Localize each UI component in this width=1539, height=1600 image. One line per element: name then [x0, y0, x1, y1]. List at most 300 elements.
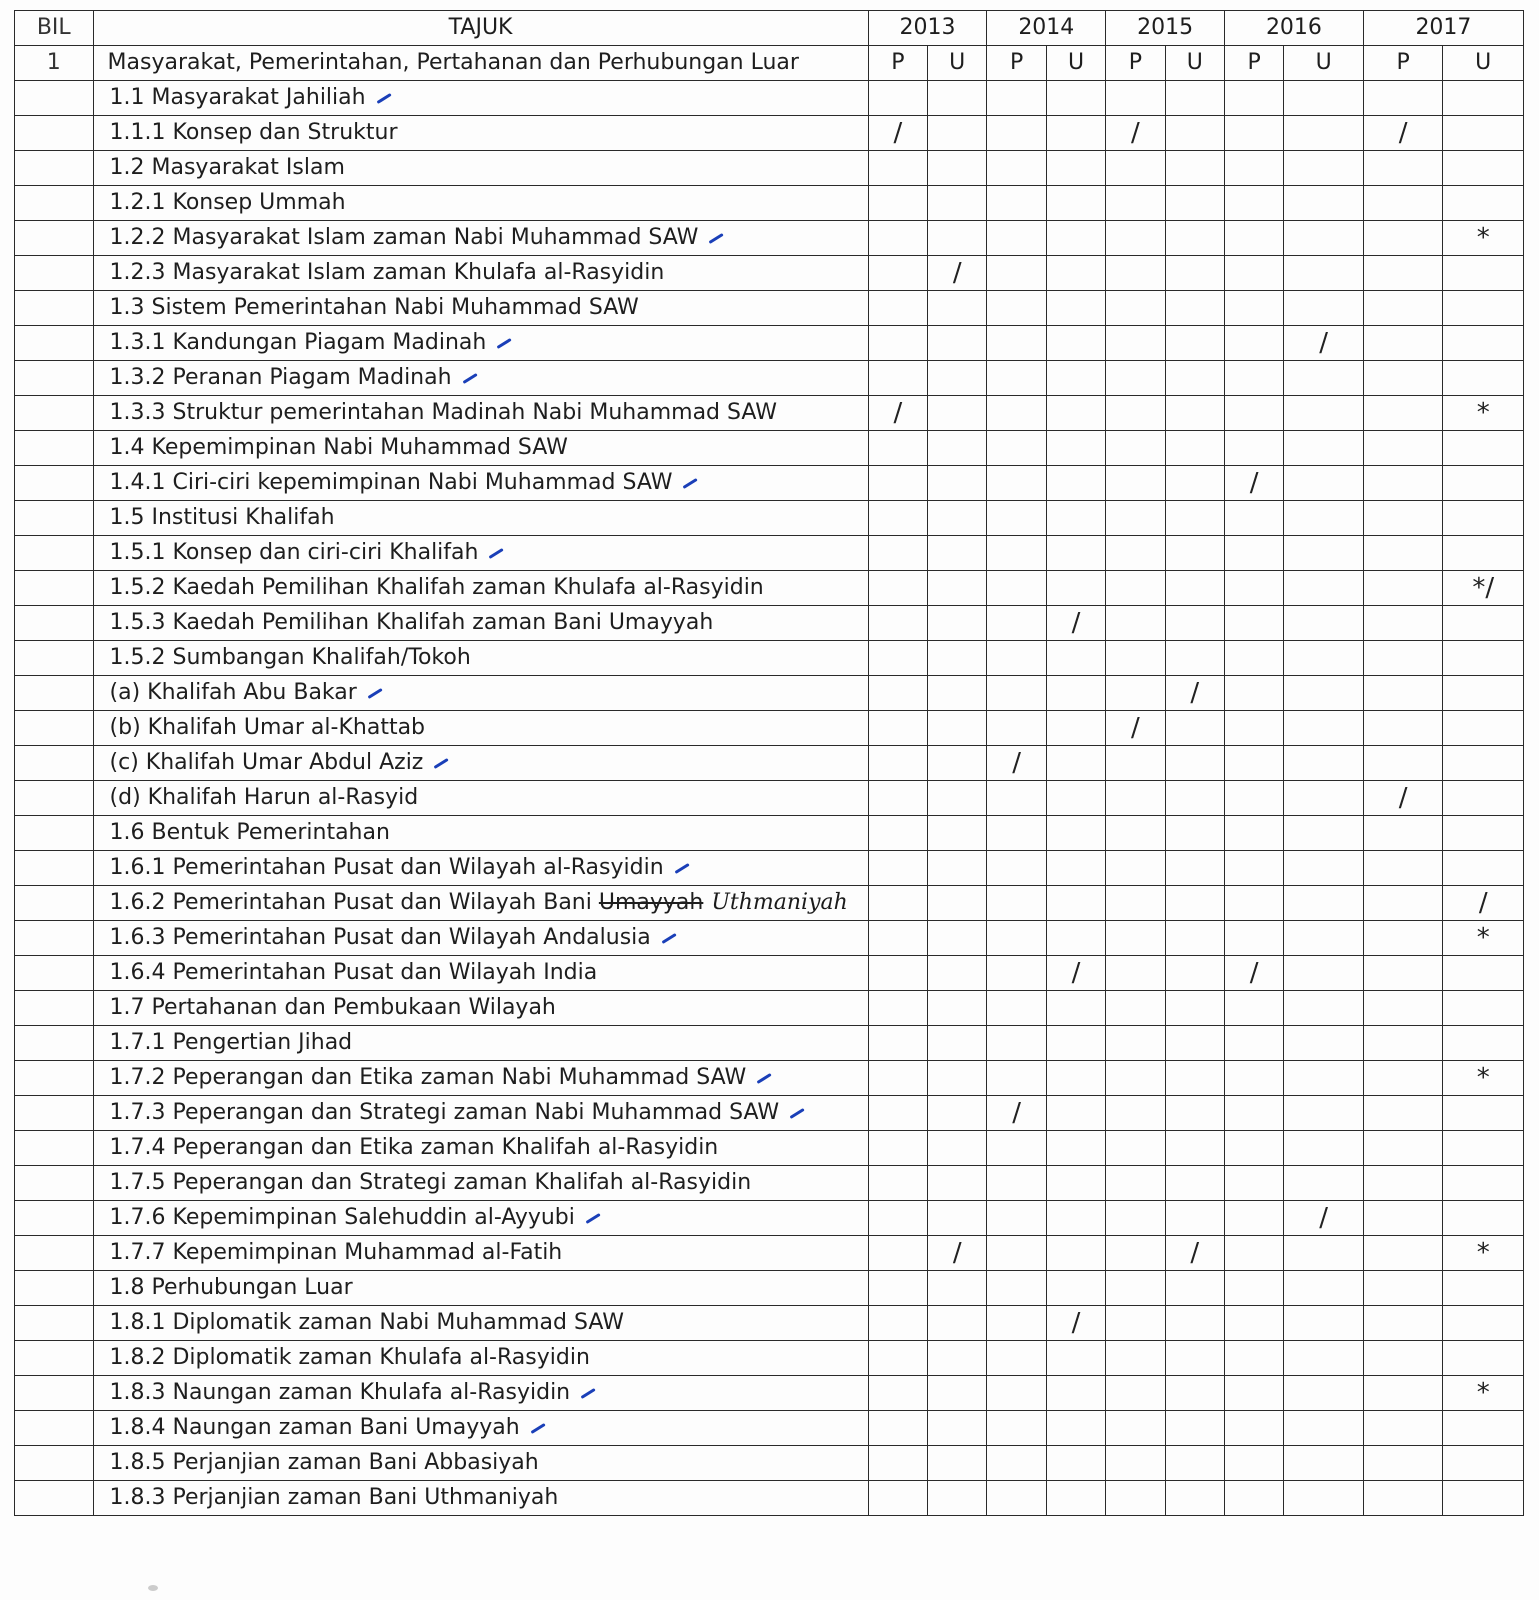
mark-cell: [987, 256, 1046, 291]
mark-cell: [1443, 501, 1524, 536]
row-number-cell: [15, 991, 94, 1026]
u-header: U: [1443, 46, 1524, 81]
topic-cell: [93, 1341, 868, 1376]
mark-cell: [1165, 1411, 1224, 1446]
topic-title: (c) Khalifah Umar Abdul Aziz: [109, 750, 424, 775]
mark-cell: *: [1443, 396, 1524, 431]
mark-cell: /: [1443, 886, 1524, 921]
mark-cell: [1224, 1166, 1283, 1201]
mark-cell: [1046, 536, 1105, 571]
mark-cell: /: [1046, 606, 1105, 641]
row-number-cell: [15, 221, 94, 256]
mark-cell: [1443, 781, 1524, 816]
blue-tick-icon: [434, 758, 449, 769]
mark-cell: [1363, 851, 1443, 886]
mark-cell: [987, 781, 1046, 816]
mark-cell: [987, 606, 1046, 641]
u-header: U: [1046, 46, 1105, 81]
topic-cell: [93, 571, 868, 606]
mark-cell: /: [1106, 711, 1165, 746]
mark-cell: [1165, 256, 1224, 291]
mark-cell: [928, 676, 987, 711]
mark-cell: [1284, 1481, 1364, 1516]
row-number-cell: [15, 116, 94, 151]
mark-cell: /: [868, 116, 927, 151]
mark-cell: [1046, 501, 1105, 536]
mark-cell: *: [1443, 221, 1524, 256]
mark-cell: [868, 361, 927, 396]
mark-cell: [1443, 956, 1524, 991]
mark-cell: [1106, 536, 1165, 571]
mark-cell: [1106, 326, 1165, 361]
mark-cell: [1363, 221, 1443, 256]
mark-cell: [1046, 641, 1105, 676]
mark-cell: [1106, 1096, 1165, 1131]
topic-title: 1.7.2 Peperangan dan Etika zaman Nabi Muhammad SAW: [109, 1065, 747, 1090]
table-row: [15, 1446, 1524, 1481]
mark-cell: [1165, 1026, 1224, 1061]
topic-title: 1.8.3 Perjanjian zaman Bani Uthmaniyah: [109, 1485, 559, 1510]
mark-cell: [1046, 1166, 1105, 1201]
mark-cell: [987, 361, 1046, 396]
mark-cell: [868, 676, 927, 711]
row-number-cell: [15, 1131, 94, 1166]
mark-cell: [868, 1271, 927, 1306]
blue-tick-icon: [661, 933, 676, 944]
table-row: [15, 1236, 1524, 1271]
topic-cell: [93, 1166, 868, 1201]
mark-cell: [868, 1096, 927, 1131]
row-number-cell: [15, 1096, 94, 1131]
mark-cell: [1224, 1481, 1283, 1516]
mark-cell: [1284, 1236, 1364, 1271]
row-number-cell: [15, 291, 94, 326]
mark-cell: [1224, 886, 1283, 921]
mark-cell: [1443, 1096, 1524, 1131]
mark-cell: [868, 431, 927, 466]
row-number-cell: [15, 816, 94, 851]
mark-cell: [1106, 606, 1165, 641]
mark-cell: [1363, 536, 1443, 571]
mark-cell: [987, 1411, 1046, 1446]
mark-cell: [987, 151, 1046, 186]
mark-cell: [1224, 1341, 1283, 1376]
topic-title: 1.1 Masyarakat Jahiliah: [109, 85, 366, 110]
mark-cell: [1224, 1026, 1283, 1061]
mark-cell: [1363, 746, 1443, 781]
topic-cell: [93, 781, 868, 816]
p-header: P: [868, 46, 927, 81]
mark-cell: [1046, 361, 1105, 396]
mark-cell: [1443, 851, 1524, 886]
mark-cell: [1284, 221, 1364, 256]
mark-cell: [1106, 151, 1165, 186]
mark-cell: [1106, 676, 1165, 711]
mark-cell: [1443, 1131, 1524, 1166]
topic-cell: [93, 1131, 868, 1166]
mark-cell: [1443, 81, 1524, 116]
mark-cell: [987, 1306, 1046, 1341]
mark-cell: [868, 256, 927, 291]
mark-cell: [1443, 536, 1524, 571]
mark-cell: [1443, 326, 1524, 361]
mark-cell: [987, 326, 1046, 361]
mark-cell: [1106, 1341, 1165, 1376]
mark-cell: [1224, 186, 1283, 221]
mark-cell: [1165, 151, 1224, 186]
mark-cell: [868, 536, 927, 571]
mark-cell: [928, 1096, 987, 1131]
topic-title: 1.2.1 Konsep Ummah: [109, 190, 346, 215]
topic-cell: [93, 886, 868, 921]
table-row: [15, 571, 1524, 606]
row-number-cell: [15, 81, 94, 116]
topic-cell: [93, 1236, 868, 1271]
mark-cell: [987, 1131, 1046, 1166]
mark-cell: [1106, 466, 1165, 501]
topic-title: 1.2.2 Masyarakat Islam zaman Nabi Muhammad SAW: [109, 225, 699, 250]
mark-cell: [1284, 956, 1364, 991]
topic-cell: [93, 991, 868, 1026]
row-number-cell: [15, 676, 94, 711]
mark-cell: [987, 1341, 1046, 1376]
mark-cell: [1165, 501, 1224, 536]
mark-cell: [1165, 1341, 1224, 1376]
mark-cell: [928, 711, 987, 746]
topic-title: 1.1.1 Konsep dan Struktur: [109, 120, 398, 145]
topic-cell: [93, 151, 868, 186]
mark-cell: [1224, 1306, 1283, 1341]
mark-cell: [1284, 676, 1364, 711]
mark-cell: [1284, 1376, 1364, 1411]
mark-cell: [1165, 921, 1224, 956]
mark-cell: /: [928, 256, 987, 291]
mark-cell: [1046, 1201, 1105, 1236]
mark-cell: [1106, 291, 1165, 326]
mark-cell: [928, 81, 987, 116]
mark-cell: *: [1443, 1236, 1524, 1271]
mark-cell: [1046, 116, 1105, 151]
row-number-cell: [15, 536, 94, 571]
mark-cell: [928, 1411, 987, 1446]
mark-cell: [1106, 1131, 1165, 1166]
mark-cell: [868, 326, 927, 361]
topic-title: 1.3 Sistem Pemerintahan Nabi Muhammad SAW: [109, 295, 639, 320]
mark-cell: [868, 1026, 927, 1061]
mark-cell: [1165, 991, 1224, 1026]
mark-cell: [1224, 1201, 1283, 1236]
mark-cell: [928, 466, 987, 501]
topic-title: (d) Khalifah Harun al-Rasyid: [109, 785, 419, 810]
mark-cell: [1224, 221, 1283, 256]
mark-cell: [1224, 116, 1283, 151]
mark-cell: [928, 1131, 987, 1166]
mark-cell: [987, 676, 1046, 711]
topic-title: 1.7.6 Kepemimpinan Salehuddin al-Ayyubi: [109, 1205, 575, 1230]
topic-title: (a) Khalifah Abu Bakar: [109, 680, 357, 705]
topic-title: 1.8 Perhubungan Luar: [109, 1275, 353, 1300]
mark-cell: [928, 1446, 987, 1481]
table-row: [15, 1061, 1524, 1096]
table-row: [15, 326, 1524, 361]
table-row: [15, 291, 1524, 326]
table-row: [15, 1306, 1524, 1341]
mark-cell: [1443, 116, 1524, 151]
mark-cell: [928, 1306, 987, 1341]
mark-cell: [1443, 606, 1524, 641]
topic-cell: [93, 396, 868, 431]
topic-cell: [93, 1096, 868, 1131]
mark-cell: [987, 851, 1046, 886]
table-row: [15, 921, 1524, 956]
mark-cell: [1165, 1061, 1224, 1096]
mark-cell: [868, 291, 927, 326]
mark-cell: [928, 116, 987, 151]
mark-cell: [1224, 1236, 1283, 1271]
mark-cell: [1046, 186, 1105, 221]
mark-cell: [928, 991, 987, 1026]
mark-cell: [868, 781, 927, 816]
mark-cell: [1443, 1166, 1524, 1201]
mark-cell: [1224, 641, 1283, 676]
mark-cell: [1106, 781, 1165, 816]
row-number-cell: [15, 1201, 94, 1236]
mark-cell: [1363, 956, 1443, 991]
mark-cell: [1363, 501, 1443, 536]
table-row: [15, 466, 1524, 501]
topic-cell: [93, 816, 868, 851]
mark-cell: [1284, 641, 1364, 676]
mark-cell: [987, 81, 1046, 116]
year-header-2015: 2015: [1106, 11, 1225, 46]
mark-cell: [868, 816, 927, 851]
mark-cell: [1165, 81, 1224, 116]
mark-cell: [1443, 1201, 1524, 1236]
topic-title: 1.2.3 Masyarakat Islam zaman Khulafa al-Rasyidin: [109, 260, 665, 285]
mark-cell: [1443, 1026, 1524, 1061]
mark-cell: [1363, 256, 1443, 291]
mark-cell: [1106, 921, 1165, 956]
blue-tick-icon: [376, 93, 391, 104]
blue-tick-icon: [497, 338, 512, 349]
mark-cell: [1165, 186, 1224, 221]
topic-rows: [15, 81, 1524, 1516]
mark-cell: /: [1165, 1236, 1224, 1271]
mark-cell: [928, 1026, 987, 1061]
row-number-cell: [15, 886, 94, 921]
mark-cell: [1284, 256, 1364, 291]
mark-cell: [868, 501, 927, 536]
mark-cell: [1106, 1201, 1165, 1236]
mark-cell: [868, 956, 927, 991]
row-number-cell: [15, 641, 94, 676]
row-number-cell: [15, 1481, 94, 1516]
mark-cell: [1363, 1306, 1443, 1341]
table-row: [15, 1131, 1524, 1166]
mark-cell: /: [1165, 676, 1224, 711]
topic-title: 1.7.5 Peperangan dan Strategi zaman Khalifah al-Rasyidin: [109, 1170, 752, 1195]
topic-cell: [93, 1026, 868, 1061]
mark-cell: [1106, 1166, 1165, 1201]
mark-cell: [1165, 571, 1224, 606]
mark-cell: [1165, 116, 1224, 151]
table-row: [15, 956, 1524, 991]
mark-cell: [868, 991, 927, 1026]
table-row: [15, 606, 1524, 641]
mark-cell: [868, 1341, 927, 1376]
mark-cell: [987, 291, 1046, 326]
mark-cell: /: [987, 1096, 1046, 1131]
mark-cell: [1363, 1096, 1443, 1131]
topic-title: 1.6.3 Pemerintahan Pusat dan Wilayah Andalusia: [109, 925, 651, 950]
mark-cell: [1224, 676, 1283, 711]
topic-cell: [93, 431, 868, 466]
mark-cell: [1165, 326, 1224, 361]
mark-cell: [1224, 991, 1283, 1026]
mark-cell: [1284, 1306, 1364, 1341]
blue-tick-icon: [709, 233, 724, 244]
topic-title: 1.4.1 Ciri-ciri kepemimpinan Nabi Muhammad SAW: [109, 470, 673, 495]
blue-tick-icon: [674, 863, 689, 874]
topic-title: 1.7 Pertahanan dan Pembukaan Wilayah: [109, 995, 556, 1020]
table-row: [15, 781, 1524, 816]
mark-cell: [1363, 1411, 1443, 1446]
row-number-cell: [15, 711, 94, 746]
topic-title: 1.8.1 Diplomatik zaman Nabi Muhammad SAW: [109, 1310, 624, 1335]
table-row: [15, 431, 1524, 466]
mark-cell: [987, 431, 1046, 466]
mark-cell: [1165, 431, 1224, 466]
mark-cell: [928, 501, 987, 536]
mark-cell: [868, 1166, 927, 1201]
mark-cell: [1165, 291, 1224, 326]
mark-cell: [1046, 1411, 1105, 1446]
mark-cell: [928, 606, 987, 641]
table-row: [15, 1341, 1524, 1376]
mark-cell: [1284, 81, 1364, 116]
mark-cell: [1284, 536, 1364, 571]
tajuk-header: TAJUK: [93, 11, 868, 46]
row-number-cell: [15, 256, 94, 291]
mark-cell: [1363, 641, 1443, 676]
topic-cell: [93, 466, 868, 501]
mark-cell: [1046, 81, 1105, 116]
mark-cell: [1284, 746, 1364, 781]
topic-title: 1.7.3 Peperangan dan Strategi zaman Nabi Muhammad SAW: [109, 1100, 780, 1125]
mark-cell: [1443, 291, 1524, 326]
mark-cell: [1106, 571, 1165, 606]
mark-cell: [1046, 1341, 1105, 1376]
mark-cell: [868, 746, 927, 781]
mark-cell: [868, 1481, 927, 1516]
mark-cell: [987, 1201, 1046, 1236]
mark-cell: [868, 1446, 927, 1481]
topic-title: 1.8.5 Perjanjian zaman Bani Abbasiyah: [109, 1450, 539, 1475]
mark-cell: /: [1224, 466, 1283, 501]
blue-tick-icon: [462, 373, 477, 384]
row-number-cell: [15, 1411, 94, 1446]
mark-cell: [1443, 1411, 1524, 1446]
mark-cell: [1106, 1236, 1165, 1271]
table-row: [15, 221, 1524, 256]
mark-cell: [1046, 1236, 1105, 1271]
mark-cell: [1165, 221, 1224, 256]
mark-cell: [1165, 466, 1224, 501]
mark-cell: [1046, 571, 1105, 606]
mark-cell: [987, 991, 1046, 1026]
mark-cell: [1224, 256, 1283, 291]
topic-title: 1.7.1 Pengertian Jihad: [109, 1030, 353, 1055]
topic-title: 1.8.4 Naungan zaman Bani Umayyah: [109, 1415, 520, 1440]
row-number-cell: [15, 1061, 94, 1096]
mark-cell: [1046, 431, 1105, 466]
mark-cell: [987, 1236, 1046, 1271]
topic-cell: [93, 1306, 868, 1341]
mark-cell: [928, 1341, 987, 1376]
mark-cell: [1284, 886, 1364, 921]
mark-cell: [1284, 781, 1364, 816]
mark-cell: [868, 571, 927, 606]
table-row: [15, 886, 1524, 921]
mark-cell: /: [1363, 116, 1443, 151]
mark-cell: [1284, 1096, 1364, 1131]
mark-cell: [868, 711, 927, 746]
table-row: [15, 1096, 1524, 1131]
mark-cell: [868, 1201, 927, 1236]
row-number-cell: [15, 186, 94, 221]
mark-cell: [1165, 536, 1224, 571]
mark-cell: [1284, 1131, 1364, 1166]
row-number-cell: [15, 571, 94, 606]
header-row-section: [15, 46, 1524, 81]
mark-cell: [928, 151, 987, 186]
mark-cell: [1106, 1306, 1165, 1341]
mark-cell: [1224, 746, 1283, 781]
mark-cell: [1363, 1481, 1443, 1516]
mark-cell: [1165, 1096, 1224, 1131]
mark-cell: [1106, 396, 1165, 431]
table-row: [15, 641, 1524, 676]
mark-cell: [928, 1481, 987, 1516]
mark-cell: [1284, 431, 1364, 466]
mark-cell: [1363, 1446, 1443, 1481]
mark-cell: [1363, 1271, 1443, 1306]
mark-cell: [1363, 1061, 1443, 1096]
mark-cell: [1046, 676, 1105, 711]
mark-cell: [987, 466, 1046, 501]
topic-cell: [93, 361, 868, 396]
mark-cell: [987, 116, 1046, 151]
mark-cell: [928, 816, 987, 851]
row-number-cell: [15, 1166, 94, 1201]
year-header-2014: 2014: [987, 11, 1106, 46]
mark-cell: [1165, 746, 1224, 781]
mark-cell: [1046, 1131, 1105, 1166]
mark-cell: [1224, 1376, 1283, 1411]
topic-cell: [93, 116, 868, 151]
mark-cell: [1363, 1131, 1443, 1166]
mark-cell: *: [1443, 1061, 1524, 1096]
table-row: [15, 536, 1524, 571]
mark-cell: [868, 1376, 927, 1411]
p-header: P: [987, 46, 1046, 81]
mark-cell: [1106, 1481, 1165, 1516]
mark-cell: [928, 221, 987, 256]
mark-cell: [1106, 1376, 1165, 1411]
topic-title: 1.3.1 Kandungan Piagam Madinah: [109, 330, 487, 355]
mark-cell: [1046, 326, 1105, 361]
mark-cell: [1363, 361, 1443, 396]
